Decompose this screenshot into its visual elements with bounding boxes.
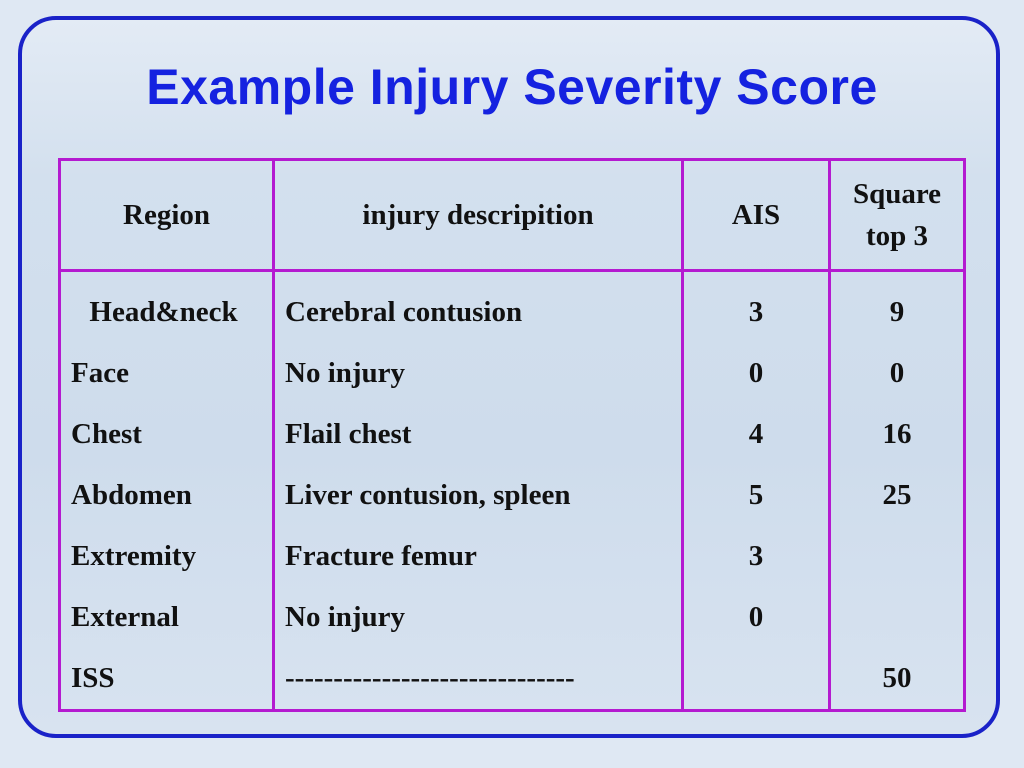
cell-square bbox=[830, 587, 965, 648]
cell-region: Abdomen bbox=[60, 465, 274, 526]
table-row bbox=[60, 526, 965, 587]
cell-square-total: 50 bbox=[830, 648, 965, 711]
table-row bbox=[60, 465, 965, 526]
cell-region: Chest bbox=[60, 404, 274, 465]
cell-description: Fracture femur bbox=[274, 526, 683, 587]
iss-table bbox=[58, 158, 966, 712]
table-row bbox=[60, 343, 965, 404]
cell-region: External bbox=[60, 587, 274, 648]
cell-square: 16 bbox=[830, 404, 965, 465]
header-ais: AIS bbox=[683, 160, 830, 271]
cell-ais: 3 bbox=[683, 526, 830, 587]
cell-square: 25 bbox=[830, 465, 965, 526]
cell-description: No injury bbox=[274, 587, 683, 648]
table-header-row bbox=[60, 160, 965, 271]
table-row bbox=[60, 587, 965, 648]
header-region: Region bbox=[60, 160, 274, 271]
header-square-line2: top 3 bbox=[865, 220, 929, 252]
header-description: injury descripition bbox=[274, 160, 683, 271]
table-row-total bbox=[60, 648, 965, 711]
cell-description: ------------------------------ bbox=[274, 648, 683, 711]
cell-description: No injury bbox=[274, 343, 683, 404]
cell-region: Face bbox=[60, 343, 274, 404]
table-row bbox=[60, 404, 965, 465]
cell-ais: 0 bbox=[683, 587, 830, 648]
cell-region: Head&neck bbox=[60, 271, 274, 344]
cell-square: 0 bbox=[830, 343, 965, 404]
cell-ais: 5 bbox=[683, 465, 830, 526]
cell-description: Liver contusion, spleen bbox=[274, 465, 683, 526]
header-square-line1: Square bbox=[852, 178, 942, 210]
cell-region: ISS bbox=[60, 648, 274, 711]
cell-square bbox=[830, 526, 965, 587]
header-square-top3 bbox=[830, 160, 965, 271]
cell-description: Cerebral contusion bbox=[274, 271, 683, 344]
cell-ais: 4 bbox=[683, 404, 830, 465]
cell-region: Extremity bbox=[60, 526, 274, 587]
cell-ais: 3 bbox=[683, 271, 830, 344]
cell-ais: 0 bbox=[683, 343, 830, 404]
slide-title: Example Injury Severity Score bbox=[146, 59, 878, 115]
cell-ais bbox=[683, 648, 830, 711]
cell-square: 9 bbox=[830, 271, 965, 344]
table-row bbox=[60, 271, 965, 344]
cell-description: Flail chest bbox=[274, 404, 683, 465]
